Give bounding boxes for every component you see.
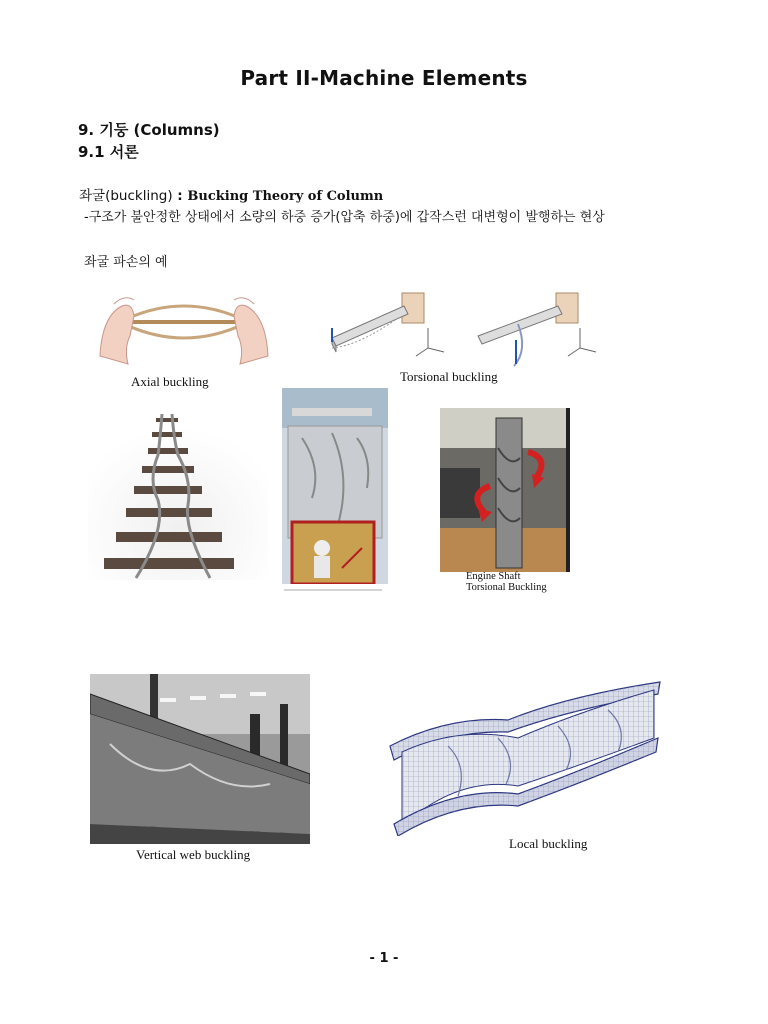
engine-shaft-figure <box>440 408 570 572</box>
definition-term: 좌굴(buckling) <box>79 188 173 204</box>
examples-heading: 좌굴 파손의 예 <box>84 255 168 270</box>
page-number: - 1 - <box>369 951 399 966</box>
definition-line <box>79 184 383 204</box>
subsection-heading: 9.1 서론 <box>78 143 139 161</box>
axial-buckling-figure <box>94 286 274 368</box>
axial-buckling-caption: Axial buckling <box>131 374 209 389</box>
local-buckling-caption: Local buckling <box>509 836 588 851</box>
tank-buckling-figure <box>282 388 388 594</box>
local-buckling-figure <box>388 676 664 836</box>
definition-separator: : <box>172 188 188 204</box>
definition-text: -구조가 불안정한 상태에서 소량의 하중 증가(압축 하중)에 갑작스런 대변형이 발행하는 현상 <box>84 210 605 225</box>
section-heading: 9. 기둥 (Columns) <box>78 121 220 139</box>
engine-shaft-caption-line2: Torsional Buckling <box>466 582 547 593</box>
engine-shaft-caption-line1: Engine Shaft <box>466 571 521 582</box>
page-title: Part II-Machine Elements <box>240 66 528 90</box>
torsional-buckling-caption: Torsional buckling <box>400 369 498 384</box>
vertical-web-buckling-figure <box>90 674 310 844</box>
vertical-web-buckling-caption: Vertical web buckling <box>136 847 251 862</box>
railroad-buckling-figure <box>88 410 268 580</box>
torsional-buckling-figure <box>318 288 608 372</box>
definition-title: Bucking Theory of Column <box>187 189 384 204</box>
